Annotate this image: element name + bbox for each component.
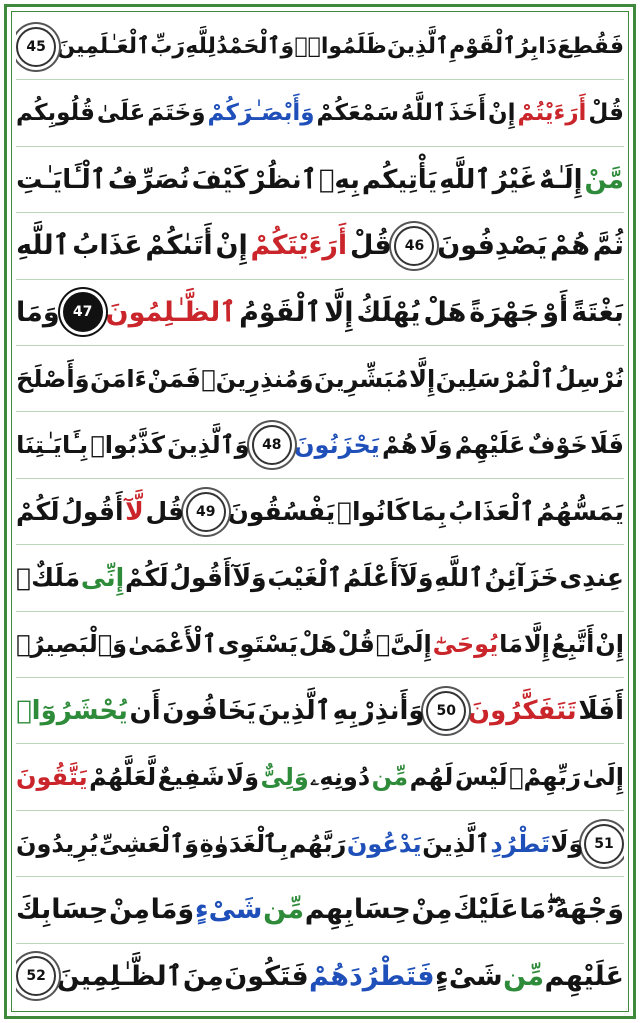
verse-word: قُلُوبِكُم — [16, 100, 95, 127]
verse-word: مُبَشِّرِينَ — [314, 364, 409, 393]
text-line-13 — [16, 811, 624, 877]
verse-word: يَدْعُونَ — [346, 829, 422, 858]
verse-word: وَلِىٌّ — [260, 763, 309, 792]
verse-word: ٱلْقَوْمِ — [449, 34, 517, 60]
verse-word: بِمَا — [411, 497, 447, 527]
verse-word: يَتَّقُونَ — [16, 763, 88, 792]
verse-word: مَلَكٌۖ — [16, 563, 81, 593]
verse-word: رَبَّهُم — [288, 829, 347, 858]
verse-word: قُلْ — [349, 230, 392, 262]
verse-word: إِلَىٰ — [582, 763, 624, 792]
verse-word: أَفَلَا — [578, 695, 624, 726]
verse-word: دُونِهِۦ — [310, 763, 371, 792]
verse-word: يُرِيدُونَ — [16, 829, 99, 858]
verse-number-marker: 51 — [584, 824, 624, 864]
verse-word: وَلَا — [550, 829, 584, 858]
verse-word: ٱللَّهِ — [439, 164, 491, 195]
verse-number-marker: 46 — [394, 226, 434, 266]
verse-word: قُلْ — [588, 100, 624, 127]
verse-word: ٱللَّهِ — [434, 563, 484, 593]
verse-word: حِسَابِكَ — [16, 894, 109, 926]
verse-word: هَلْ — [298, 630, 337, 659]
verse-word: عَذَابُ — [72, 230, 143, 262]
text-line-6 — [16, 346, 624, 412]
text-line-12 — [16, 744, 624, 810]
verse-word: قُل — [145, 497, 185, 527]
verse-word: وَأَنذِرْ — [359, 695, 425, 726]
verse-number-marker: 52 — [16, 956, 56, 996]
verse-word: وَٱلْعَشِىِّ — [98, 829, 200, 858]
verse-word: ٱلْغَيْبَ — [267, 563, 343, 593]
verse-word: ٱلْقَوْمُ — [239, 296, 322, 328]
verse-word: ٱلَّذِينَ — [257, 695, 331, 726]
verse-word: فَتَطْرُدَهُمْ — [309, 960, 435, 992]
verse-word: لَكُمْ — [124, 563, 169, 593]
verse-word: إِنْ — [595, 630, 624, 659]
verse-word: أَوْ — [542, 296, 569, 328]
verse-word: مَا — [519, 894, 547, 926]
verse-word: لِلَّهِ — [185, 34, 216, 60]
verse-word: كَانُوا۟ — [336, 497, 410, 527]
verse-word: وَجْهَهُۥۖ — [546, 893, 624, 925]
verse-word: مَّنْ — [584, 164, 624, 195]
verse-word: يَسْتَوِى — [217, 630, 298, 659]
verse-word: قُلْ — [337, 630, 375, 659]
verse-word: يَأْتِيكُم — [361, 164, 438, 195]
verse-word: عَلَىٰ — [96, 100, 146, 127]
verse-number-marker: 49 — [186, 492, 226, 532]
verse-word: وَأَبْصَـٰرَكُمْ — [207, 100, 315, 127]
verse-word: إِلَـٰهٌ — [539, 164, 583, 195]
verse-word: أَتَىٰكُمْ — [145, 230, 213, 262]
verse-word: أَخَذَ — [448, 100, 487, 127]
verse-word: فَلَا — [590, 431, 624, 460]
text-line-9 — [16, 545, 624, 611]
verse-word: مِّن — [263, 894, 305, 926]
verse-word: عِندِى — [559, 563, 624, 593]
verse-word: بِـَٔايَـٰتِنَا — [16, 431, 89, 460]
text-line-7 — [16, 412, 624, 478]
text-line-3 — [16, 147, 624, 213]
verse-word: بِٱلْغَدَوٰةِ — [199, 829, 289, 858]
verse-word: وَلَآ — [232, 563, 267, 593]
verse-word: وَٱلَّذِينَ — [167, 431, 250, 460]
verse-word: تَطْرُدِ — [490, 829, 551, 858]
verse-word: يَخَافُونَ — [162, 695, 257, 726]
verse-word: أَتَّبِعُ — [550, 630, 595, 659]
verse-word: وَمَا — [150, 894, 195, 926]
verse-word: عَلَيْكَ — [453, 894, 519, 926]
verse-word: ظَلَمُوا۟ۚ — [294, 34, 387, 60]
verse-word: حِسَابِهِم — [304, 894, 411, 926]
verse-word: ءَامَنَ — [89, 364, 147, 393]
text-line-2 — [16, 80, 624, 146]
verse-word: جَهْرَةً — [469, 296, 540, 328]
verse-word: مِنَ — [182, 960, 224, 992]
text-line-1 — [16, 14, 624, 80]
verse-word: إِلَىَّۚ — [375, 630, 432, 659]
verse-word: مَا — [499, 630, 524, 659]
verse-word: وَلَا — [419, 431, 453, 460]
verse-word: غَيْرُ — [492, 164, 538, 195]
verse-word: هَلْ — [423, 296, 467, 328]
text-line-15 — [16, 944, 624, 1009]
verse-word: فَمَنْ — [147, 364, 201, 393]
verse-word: سَمْعَكُمْ — [316, 100, 399, 127]
text-line-8 — [16, 479, 624, 545]
verse-word: لَّعَلَّهُمْ — [89, 763, 157, 792]
verse-word: أَعْلَمُ — [343, 563, 399, 593]
verse-word: ٱنظُرْ — [250, 164, 317, 195]
verse-word: مِّن — [503, 960, 545, 992]
verse-number-marker: 45 — [16, 27, 56, 67]
verse-word: شَفِيعٌ — [157, 763, 225, 792]
verse-word: نُرْسِلُ — [555, 364, 624, 393]
verse-word: إِنِّى — [80, 563, 125, 593]
verse-word: دَابِرُ — [516, 34, 558, 60]
verse-word: يُهْلَكُ — [356, 296, 421, 328]
verse-word: أَن — [129, 695, 161, 726]
verse-word: شَىْءٍ — [435, 960, 503, 992]
verse-word: وَلَا — [226, 763, 260, 792]
verse-word: يَمَسُّهُمُ — [536, 497, 624, 527]
verse-word: نُصَرِّفُ — [107, 164, 190, 195]
verse-word: وَخَتَمَ — [147, 100, 206, 127]
text-line-4 — [16, 213, 624, 279]
verse-word: مِنْ — [108, 894, 150, 926]
verse-word: ثُمَّ — [592, 230, 624, 262]
verse-word: لَهُم — [409, 763, 454, 792]
verse-word: مِنْ — [411, 894, 453, 926]
verse-word: ٱلْـَٔايَـٰتِ — [16, 164, 106, 195]
verse-word: وَأَصْلَحَ — [16, 364, 90, 393]
verse-word: كَذَّبُوا۟ — [90, 431, 165, 460]
verse-word: ٱلْمُرْسَلِينَ — [435, 364, 555, 393]
verse-word: ٱللَّهِ — [16, 230, 70, 262]
verse-word: هُمْ — [550, 230, 590, 262]
verse-word: خَزَآئِنُ — [484, 563, 559, 593]
verse-word: مِّن — [371, 763, 409, 792]
verse-word: وَٱلْبَصِيرُۚ — [16, 630, 128, 659]
verse-number-marker: 48 — [252, 425, 292, 465]
verse-word: ٱلظَّـٰلِمِينَ — [56, 960, 183, 992]
verse-word: يَصْدِفُونَ — [437, 230, 548, 262]
verse-word: أَقُولُ — [61, 497, 124, 527]
verse-word: ٱلظَّـٰلِمُونَ — [105, 296, 237, 328]
verse-number-marker: 47 — [63, 292, 103, 332]
verse-word: أَقُولُ — [169, 563, 232, 593]
verse-word: بِهِۗ — [318, 164, 360, 195]
verse-word: وَلَآ — [399, 563, 434, 593]
verse-word: فَتَكُونَ — [224, 960, 309, 992]
verse-word: ٱلْعَذَابُ — [448, 497, 535, 527]
verse-word: كَيْفَ — [191, 164, 249, 195]
verse-word: رَبِّ — [150, 34, 185, 60]
verse-word: ٱلْعَـٰلَمِينَ — [56, 34, 150, 60]
verse-word: تَتَفَكَّرُونَ — [467, 695, 577, 726]
verse-word: يَفْسُقُونَ — [227, 497, 336, 527]
verse-word: ٱلَّذِينَ — [386, 34, 449, 60]
verse-word: خَوْفٌ — [527, 431, 588, 460]
text-body — [16, 14, 624, 1009]
verse-word: شَىْءٍ — [194, 894, 263, 926]
verse-word: يَحْزَنُونَ — [294, 431, 380, 460]
verse-word: فَقُطِعَ — [557, 34, 624, 60]
verse-word: يُحْشَرُوٓا۟ — [16, 695, 128, 726]
verse-word: لَيْسَ — [454, 763, 508, 792]
verse-word: هُمْ — [382, 431, 418, 460]
verse-word: بَغْتَةً — [571, 296, 624, 328]
verse-word: لَكُمْ — [16, 497, 60, 527]
verse-word: رَبِّهِمْۙ — [509, 763, 581, 792]
verse-word: إِنْ — [215, 230, 248, 262]
verse-word: يُوحَىٰٓ — [432, 630, 499, 659]
verse-word: أَرَءَيْتُمْ — [517, 100, 587, 127]
verse-word: وَمَا — [16, 296, 60, 328]
verse-word: ٱللَّهُ — [400, 100, 447, 127]
verse-word: بِهِ — [332, 695, 359, 726]
verse-word: أَرَءَيْتَكُمْ — [250, 230, 348, 262]
verse-word: ٱلَّذِينَ — [422, 829, 490, 858]
verse-word: عَلَيْهِمْ — [454, 431, 526, 460]
text-line-5 — [16, 280, 624, 346]
verse-word: وَٱلْحَمْدُ — [216, 34, 295, 60]
verse-word: إِنْ — [488, 100, 516, 127]
verse-word: وَمُنذِرِينَۖ — [201, 364, 314, 393]
verse-word: لَّآ — [125, 497, 144, 527]
verse-word: عَلَيْهِم — [544, 960, 624, 992]
text-line-11 — [16, 678, 624, 744]
verse-word: إِلَّا — [324, 296, 354, 328]
text-line-14 — [16, 877, 624, 943]
verse-number-marker: 50 — [426, 691, 466, 731]
text-line-10 — [16, 612, 624, 678]
verse-word: إِلَّا — [409, 364, 436, 393]
verse-word: ٱلْأَعْمَىٰ — [127, 630, 217, 659]
verse-word: إِلَّا — [523, 630, 551, 659]
